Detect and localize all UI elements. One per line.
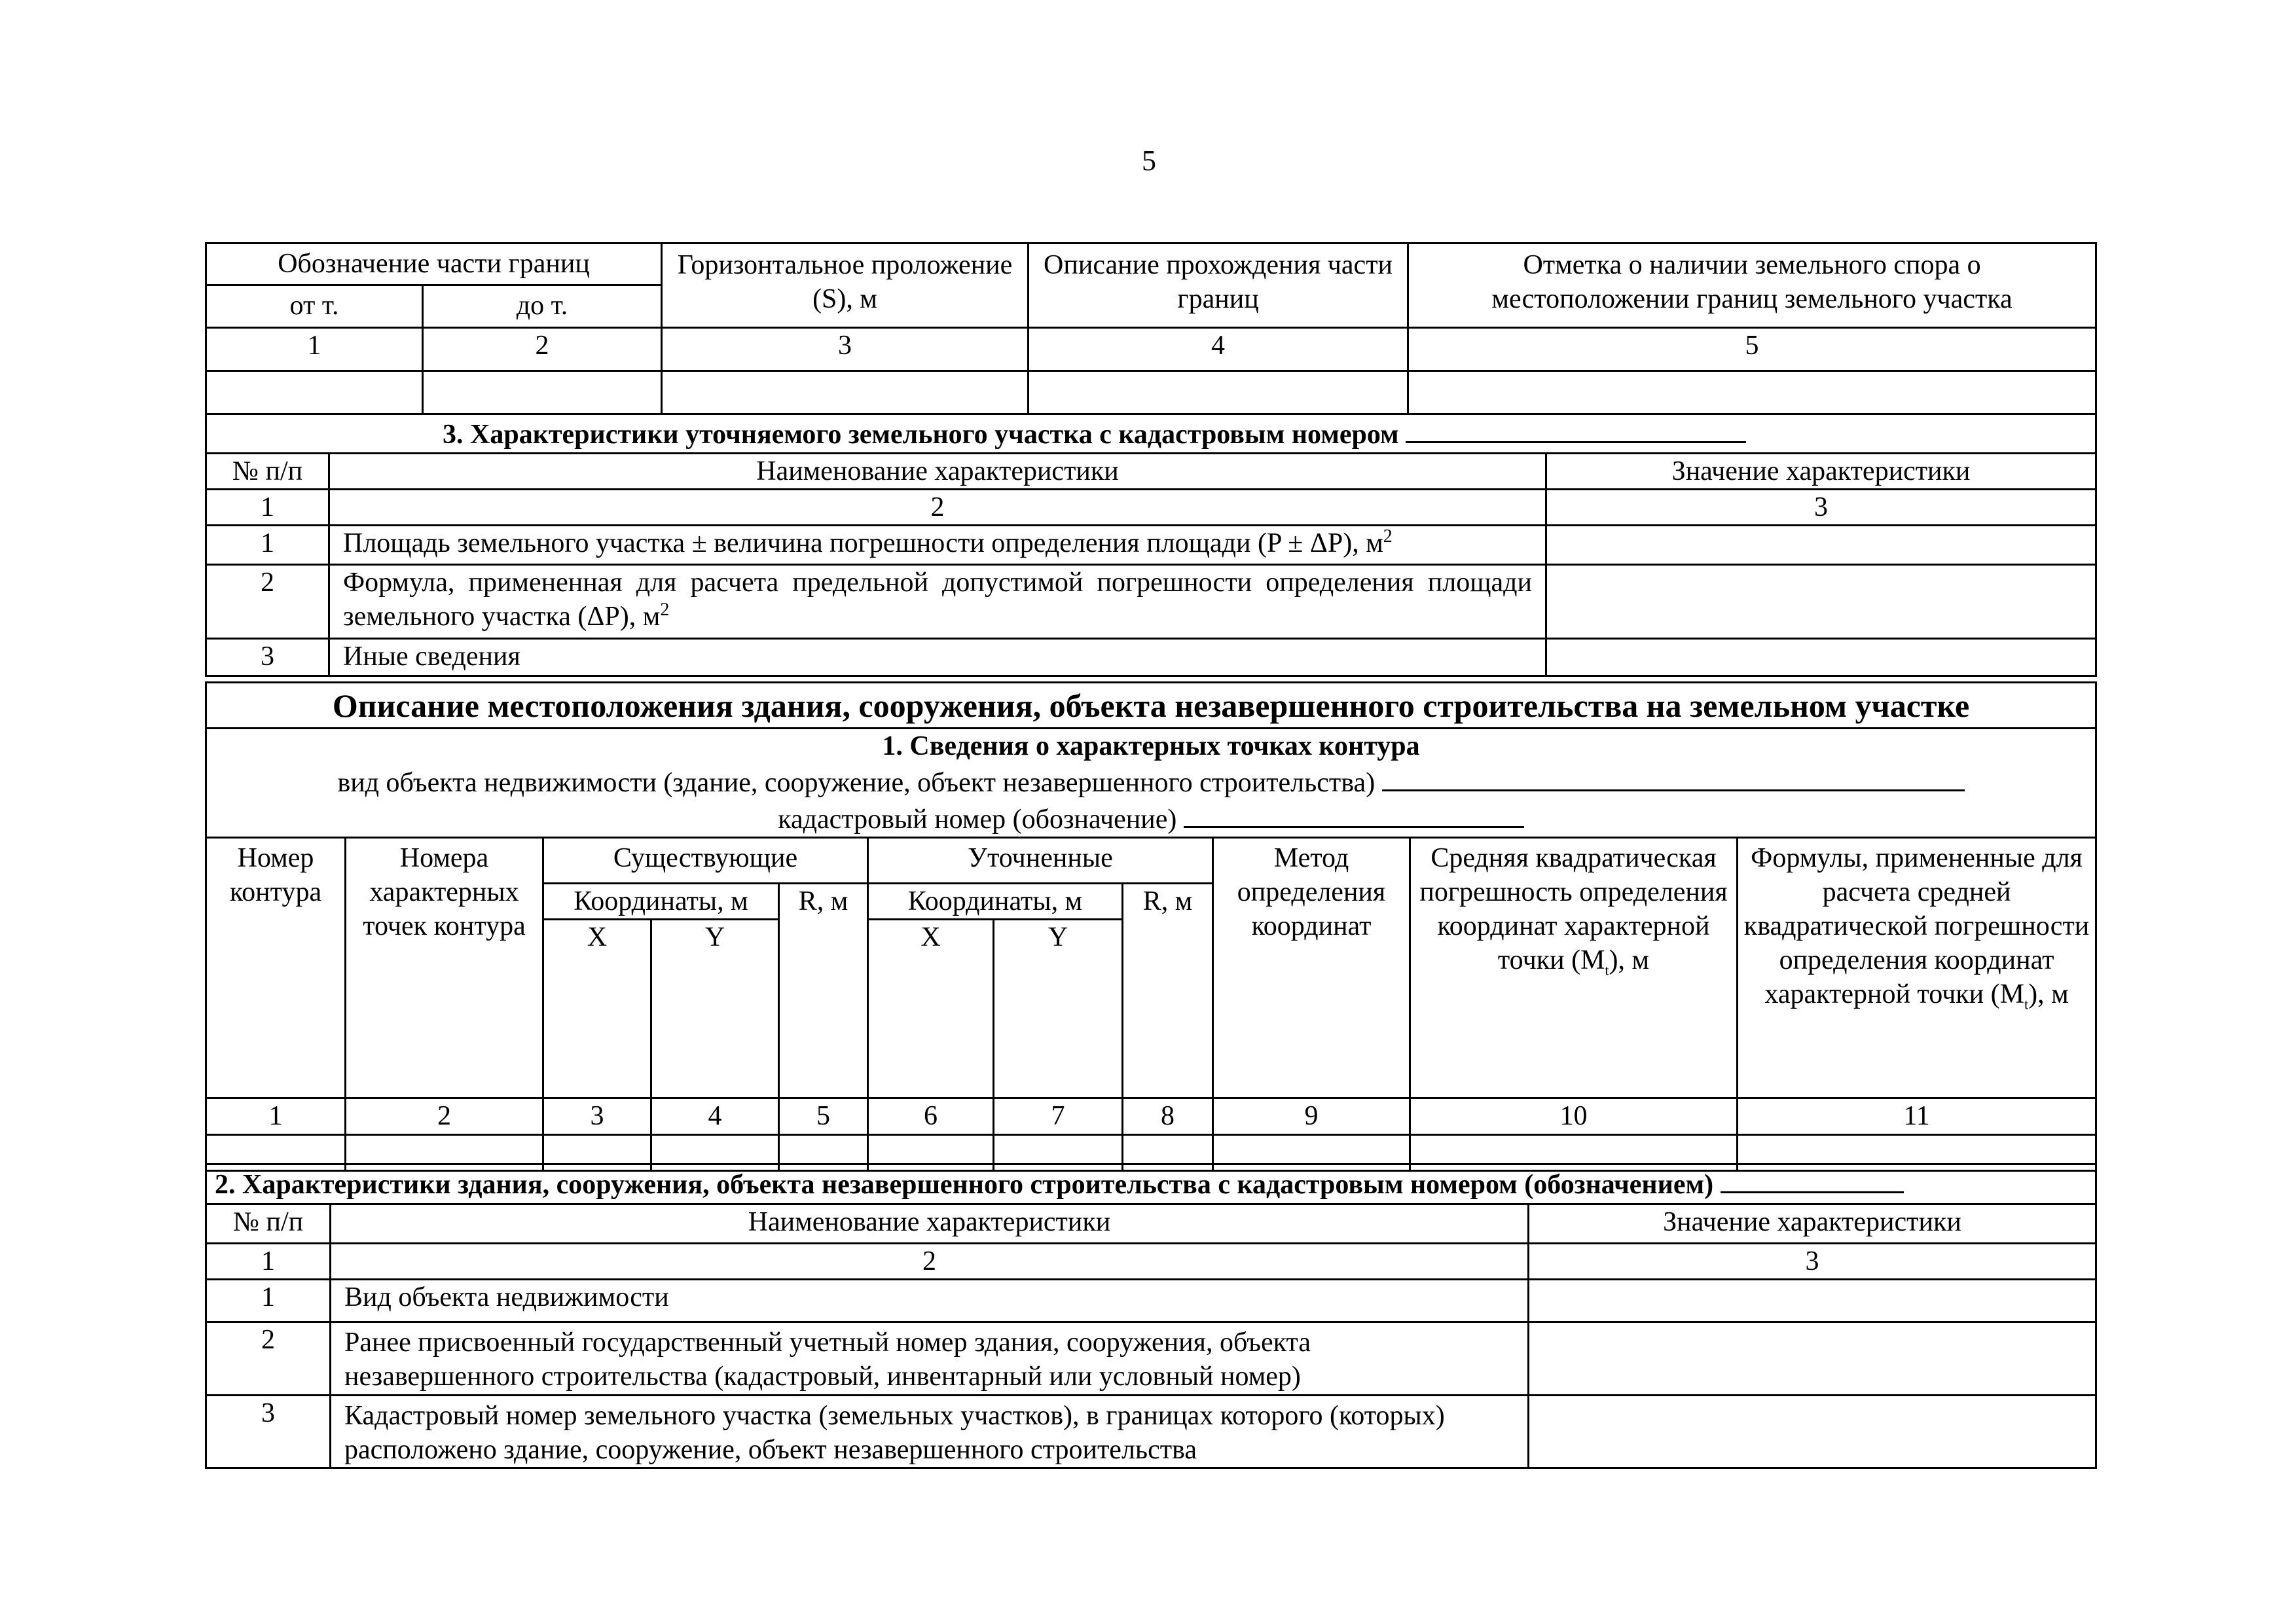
header-r-refined: R, м (1123, 884, 1213, 1098)
char-name: Площадь земельного участка ± величина погрешности определения площади (P ± ΔP), $м^2$ (329, 526, 1546, 565)
header-x-existing: X (543, 920, 651, 1098)
header-description: Описание прохождения части границ (1029, 244, 1408, 328)
col-num: 2 (329, 490, 1546, 526)
char-name: Формула, примененная для расчета предельной допустимой погрешности определения площади земельного участка (ΔP), $м^2$ (329, 565, 1546, 639)
col-num: 5 (779, 1098, 868, 1135)
char-name: Вид объекта недвижимости (331, 1280, 1529, 1322)
contour-subtitle: 1. Сведения о характерных точках контура (882, 731, 1420, 761)
col-num: 2 (331, 1244, 1529, 1280)
page-number: 5 (1142, 145, 1156, 177)
char-name: Кадастровый номер земельного участка (земельных участков), в границах которого (которых) расположено здание, сооружение, объект незавершенного строительства (331, 1396, 1529, 1468)
col-num: 1 (206, 1244, 331, 1280)
cad-number-line: кадастровый номер (обозначение) (213, 800, 2088, 837)
col-num: 3 (662, 328, 1029, 371)
section-3-title: 3. Характеристики уточняемого земельного участка с кадастровым номером (206, 414, 2096, 454)
col-num: 5 (1408, 328, 2096, 371)
col-num: 1 (206, 328, 423, 371)
header-method: Метод определения координат (1213, 838, 1410, 1098)
char-value (1546, 565, 2096, 639)
header-name: Наименование характеристики (331, 1204, 1529, 1244)
empty-cell (206, 371, 423, 414)
cad-number-blank (1406, 415, 1746, 443)
header-formula: Формулы, примененные для расчета средней квадратической погрешности определения координат характерной точки $(M_t)$, м (1738, 838, 2096, 1098)
header-r-existing: R, м (779, 884, 868, 1098)
row-num: 1 (206, 526, 329, 565)
col-num: 8 (1123, 1098, 1213, 1135)
char-value (1546, 526, 2096, 565)
col-num: 9 (1213, 1098, 1410, 1135)
char-value (1529, 1396, 2096, 1468)
object-type-blank (1382, 763, 1965, 791)
header-x-refined: X (868, 920, 994, 1098)
empty-cell (662, 371, 1029, 414)
header-dispute: Отметка о наличии земельного спора о местоположении границ земельного участка (1408, 244, 2096, 328)
header-from-point: от т. (206, 285, 423, 328)
char-value (1546, 639, 2096, 676)
header-coords-refined: Координаты, м (868, 884, 1123, 920)
col-num: 3 (1546, 490, 2096, 526)
col-num: 3 (543, 1098, 651, 1135)
col-num: 6 (868, 1098, 994, 1135)
header-refined: Уточненные (868, 838, 1213, 884)
building-characteristics-table (205, 1163, 2097, 1469)
col-num: 4 (651, 1098, 779, 1135)
contour-section-header (206, 729, 2096, 838)
row-num: 3 (206, 639, 329, 676)
header-to-point: до т. (423, 285, 662, 328)
col-num: 2 (346, 1098, 543, 1135)
col-num: 2 (423, 328, 662, 371)
col-num: 1 (206, 1098, 346, 1135)
col-num: 4 (1029, 328, 1408, 371)
header-existing: Существующие (543, 838, 868, 884)
header-y-refined: Y (994, 920, 1123, 1098)
col-num: 1 (206, 490, 329, 526)
char-name: Иные сведения (329, 639, 1546, 676)
header-boundary: Обозначение части границ (206, 244, 662, 285)
empty-cell (1408, 371, 2096, 414)
col-num: 7 (994, 1098, 1123, 1135)
empty-cell (1029, 371, 1408, 414)
cad-number-blank (1184, 800, 1524, 828)
col-num: 11 (1738, 1098, 2096, 1135)
char-name: Ранее присвоенный государственный учетный номер здания, сооружения, объекта незавершенного строительства (кадастровый, инвентарный или условный номер) (331, 1322, 1529, 1396)
header-num: № п/п (206, 1204, 331, 1244)
building-section-title: Описание местоположения здания, сооружения, объекта незавершенного строительства на земельном участке (206, 683, 2096, 729)
empty-cell (423, 371, 662, 414)
header-contour: Номер контура (206, 838, 346, 1098)
header-coords-existing: Координаты, м (543, 884, 779, 920)
header-mse: Средняя квадратическая погрешность определения координат характерной точки $(M_t)$, м (1410, 838, 1738, 1098)
boundary-table (205, 242, 2097, 677)
header-value: Значение характеристики (1546, 454, 2096, 490)
object-type-line: вид объекта недвижимости (здание, сооружение, объект незавершенного строительства) (213, 763, 2088, 800)
header-horizontal: Горизонтальное проложение (S), м (662, 244, 1029, 328)
row-num: 2 (206, 1322, 331, 1396)
col-num: 3 (1529, 1244, 2096, 1280)
header-num: № п/п (206, 454, 329, 490)
row-num: 1 (206, 1280, 331, 1322)
cad-number-blank (1721, 1165, 1904, 1193)
row-num: 3 (206, 1396, 331, 1468)
header-name: Наименование характеристики (329, 454, 1546, 490)
row-num: 2 (206, 565, 329, 639)
char-value (1529, 1280, 2096, 1322)
contour-table (205, 681, 2097, 1172)
char-value (1529, 1322, 2096, 1396)
col-num: 10 (1410, 1098, 1738, 1135)
header-y-existing: Y (651, 920, 779, 1098)
section-2-title: 2. Характеристики здания, сооружения, объекта незавершенного строительства с кадастровым номером (обозначением) (206, 1164, 2096, 1204)
header-points: Номера характерных точек контура (346, 838, 543, 1098)
header-value: Значение характеристики (1529, 1204, 2096, 1244)
